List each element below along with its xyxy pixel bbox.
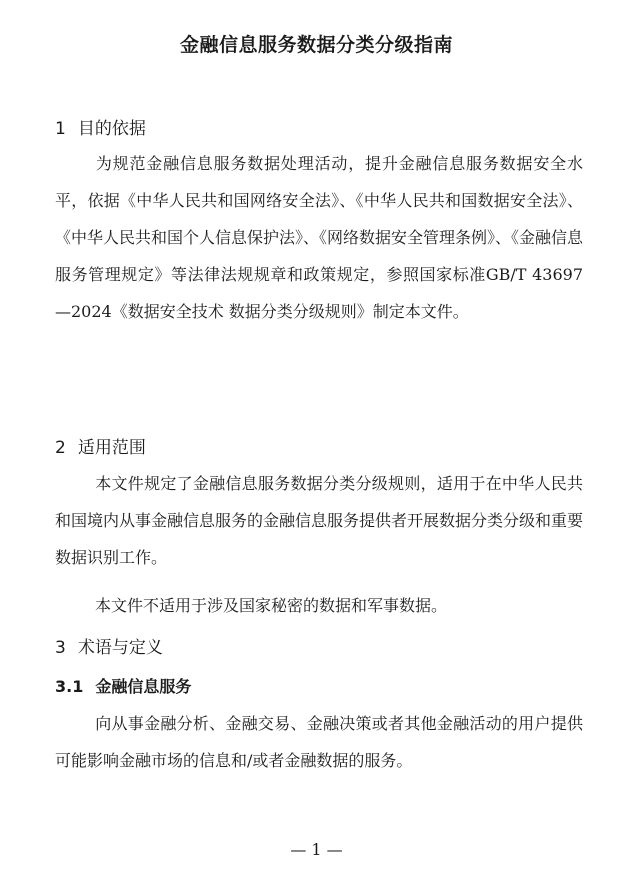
section-2-number: 2 [55, 438, 66, 458]
section-3-1-paragraph-text: 向从事金融分析、金融交易、金融决策或者其他金融活动的用户提供可能影响金融市场的信息和/或者金融数据的服务。 [55, 714, 583, 770]
section-3-1-heading [55, 674, 191, 697]
section-2-paragraph-1 [55, 465, 583, 576]
section-2-heading [55, 433, 146, 458]
section-1-paragraph-text: 为规范金融信息服务数据处理活动，提升金融信息服务数据安全水平，依据《中华人民共和国网络安全法》、《中华人民共和国数据安全法》、《中华人民共和国个人信息保护法》、《网络数据安全管理条例》、《金融信息服务管理规定》等法律法规规章和政策规定，参照国家标准GB/T 43697—2024《数据安全技术 数据分类分级规则》制定本文件。 [55, 154, 584, 321]
document-title: 金融信息服务数据分类分级指南 [179, 34, 453, 56]
section-3-1-paragraph [55, 705, 583, 779]
section-1-paragraph [55, 145, 583, 330]
section-2-paragraph-2-text: 本文件不适用于涉及国家秘密的数据和军事数据。 [95, 596, 448, 615]
section-2-paragraph-1-text: 本文件规定了金融信息服务数据分类分级规则，适用于在中华人民共和国境内从事金融信息服务的金融信息服务提供者开展数据分类分级和重要数据识别工作。 [55, 474, 584, 567]
section-3-1-title: 金融信息服务 [95, 677, 192, 696]
section-3-title: 术语与定义 [77, 638, 163, 658]
section-3-1-number: 3.1 [55, 677, 84, 696]
section-3-number: 3 [55, 638, 66, 658]
section-1-number: 1 [55, 119, 66, 139]
section-2-paragraph-2 [55, 587, 583, 624]
section-2-title: 适用范围 [77, 438, 146, 458]
page-number: — 1 — [290, 840, 343, 859]
section-1-title: 目的依据 [77, 119, 146, 139]
section-3-heading [55, 633, 163, 658]
section-1-heading [55, 114, 146, 139]
